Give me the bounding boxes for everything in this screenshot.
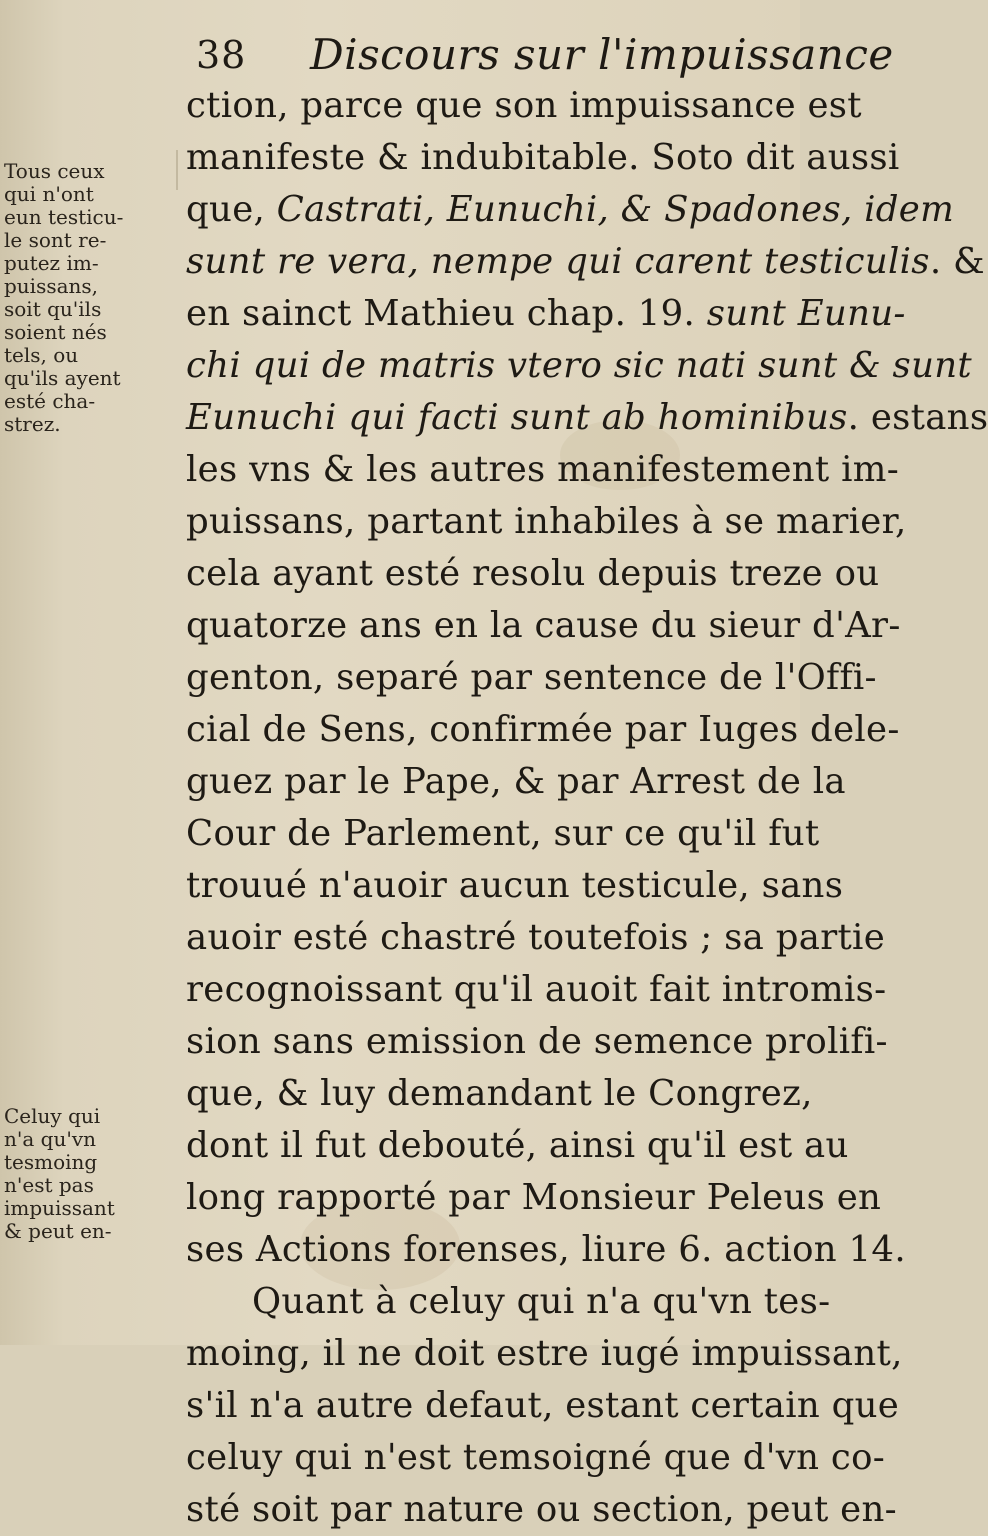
margin-note-line: n'a qu'vn — [4, 1127, 97, 1151]
text-line: Eunuchi qui facti sunt ab hominibus. estans — [186, 397, 988, 438]
text-line: quatorze ans en la cause du sieur d'Ar- — [186, 605, 901, 646]
text-line: sté soit par nature ou section, peut en- — [186, 1489, 897, 1530]
margin-note-line: puissans, — [4, 274, 99, 298]
text-line: trouué n'auoir aucun testicule, sans — [186, 865, 844, 906]
text-line: manifeste & indubitable. Soto dit aussi — [186, 137, 900, 178]
text-line: genton, separé par sentence de l'Offi- — [186, 657, 877, 698]
margin-note-line: eun testicu- — [4, 205, 124, 229]
text-line: Cour de Parlement, sur ce qu'il fut — [186, 813, 820, 854]
margin-note-line: & peut en- — [4, 1219, 112, 1243]
margin-note-line: le sont re- — [4, 228, 107, 252]
running-head: Discours sur l'impuissance — [310, 30, 894, 79]
text-line: s'il n'a autre defaut, estant certain que — [186, 1385, 900, 1426]
text-line: les vns & les autres manifestement im- — [186, 449, 899, 490]
margin-note-line: impuissant — [4, 1196, 115, 1220]
margin-note-line: n'est pas — [4, 1173, 94, 1197]
page-number: 38 — [196, 33, 247, 77]
margin-note-line: tesmoing — [4, 1150, 98, 1174]
text-line: moing, il ne doit estre iugé impuissant, — [186, 1333, 903, 1374]
text-line: que, Castrati, Eunuchi, & Spadones, idem — [186, 189, 955, 230]
margin-note-line: soient nés — [4, 320, 107, 344]
text-line: ction, parce que son impuissance est — [186, 85, 862, 126]
margin-note-line: putez im- — [4, 251, 99, 275]
text-line: celuy qui n'est temsoigné que d'vn co- — [186, 1437, 886, 1478]
text-line: chi qui de matris vtero sic nati sunt & sunt — [186, 345, 972, 386]
text-line: dont il fut debouté, ainsi qu'il est au — [186, 1125, 849, 1166]
text-line: guez par le Pape, & par Arrest de la — [186, 761, 846, 802]
text-line: ses Actions forenses, liure 6. action 14. — [186, 1229, 906, 1270]
text-line: cial de Sens, confirmée par Iuges dele- — [186, 709, 900, 750]
page-header — [196, 30, 894, 80]
margin-note-line: soit qu'ils — [4, 297, 102, 321]
text-line: que, & luy demandant le Congrez, — [186, 1073, 813, 1114]
main-text — [186, 80, 988, 1536]
margin-note-line: strez. — [4, 412, 61, 436]
margin-note-line: qu'ils ayent — [4, 366, 121, 390]
text-line: sunt re vera, nempe qui carent testiculis. & — [186, 241, 985, 282]
text-line: cela ayant esté resolu depuis treze ou — [186, 553, 880, 594]
text-line: en sainct Mathieu chap. 19. sunt Eunu- — [186, 293, 906, 334]
text-line: sion sans emission de semence prolifi- — [186, 1021, 888, 1062]
margin-note-all-without-testicles — [4, 160, 182, 436]
text-line: puissans, partant inhabiles à se marier, — [186, 501, 907, 542]
margin-note-line: Tous ceux — [4, 159, 105, 183]
margin-note-line: esté cha- — [4, 389, 96, 413]
text-line: Quant à celuy qui n'a qu'vn tes- — [252, 1281, 831, 1322]
margin-note-line: tels, ou — [4, 343, 79, 367]
margin-brace — [176, 150, 178, 190]
text-line: recognoissant qu'il auoit fait intromis- — [186, 969, 887, 1010]
text-line: long rapporté par Monsieur Peleus en — [186, 1177, 882, 1218]
text-line: auoir esté chastré toutefois ; sa partie — [186, 917, 885, 958]
margin-note-one-testicle — [4, 1105, 182, 1243]
margin-note-line: qui n'ont — [4, 182, 94, 206]
margin-note-line: Celuy qui — [4, 1104, 101, 1128]
